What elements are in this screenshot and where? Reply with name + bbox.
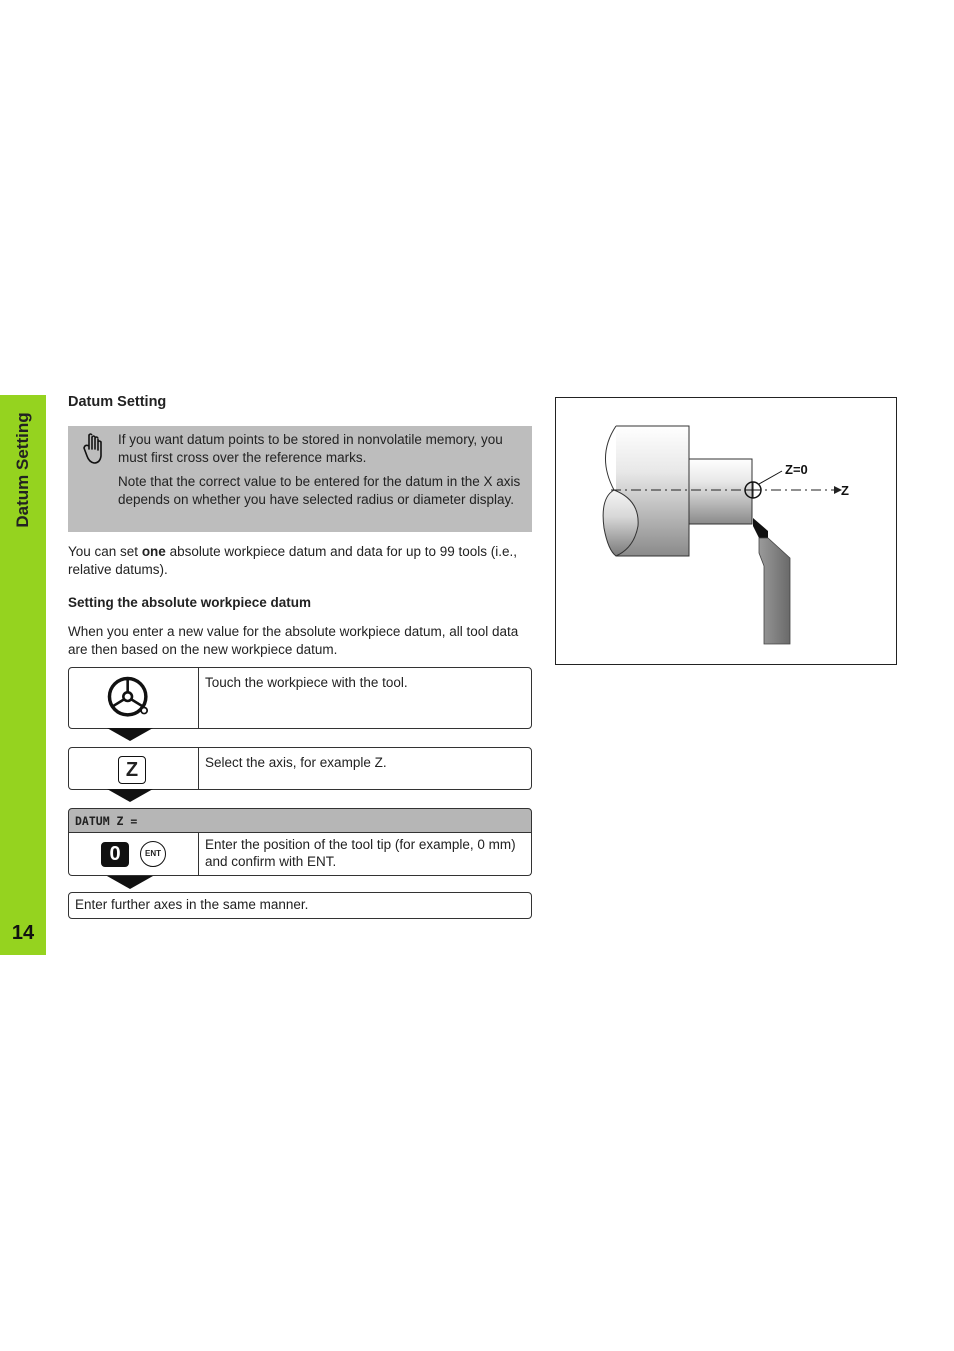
step-arrow-icon: [107, 876, 153, 889]
ent-key-button[interactable]: ENT: [140, 841, 166, 867]
step-text: Select the axis, for example Z.: [205, 755, 387, 770]
label-z0: Z=0: [785, 462, 808, 477]
page-number: 14: [11, 922, 35, 944]
step-arrow-icon: [107, 789, 153, 802]
label-z: Z: [841, 483, 849, 498]
display-line: DATUM Z =: [68, 808, 532, 833]
handwheel-icon[interactable]: [106, 675, 158, 727]
step-touch-workpiece: [68, 667, 532, 729]
zero-key-button[interactable]: 0: [101, 842, 129, 867]
note-box: [68, 426, 532, 532]
body-paragraph: When you enter a new value for the absolute workpiece datum, all tool data are then based on the new workpiece datum.: [68, 624, 519, 657]
step-key-cell: [69, 832, 199, 875]
pointing-hand-icon: [80, 432, 106, 468]
z-key-button[interactable]: Z: [118, 756, 146, 784]
note-text-2: Note that the correct value to be entered for the datum in the X axis depends on whether you have selected radius or diameter display.: [118, 474, 521, 507]
section-heading: Datum Setting: [68, 394, 167, 410]
step-enter-position: [68, 832, 532, 876]
step-key-cell: [69, 668, 199, 728]
final-step: Enter further axes in the same manner.: [68, 892, 532, 919]
step-select-axis: [68, 747, 532, 790]
subheading: Setting the absolute workpiece datum: [68, 595, 312, 610]
intro-paragraph: You can set one absolute workpiece datum and data for up to 99 tools (i.e., relative datums).: [68, 544, 518, 577]
step-key-cell: [69, 748, 199, 789]
sidebar-title: Datum Setting: [13, 412, 32, 528]
lathe-figure: [555, 397, 897, 665]
step-text: Touch the workpiece with the tool.: [205, 675, 408, 690]
step-text: Enter the position of the tool tip (for example, 0 mm) and confirm with ENT.: [205, 837, 516, 869]
note-text-1: If you want datum points to be stored in nonvolatile memory, you must first cross over the reference marks.: [118, 432, 503, 465]
step-arrow-icon: [107, 728, 153, 741]
lathe-diagram: [556, 398, 896, 664]
